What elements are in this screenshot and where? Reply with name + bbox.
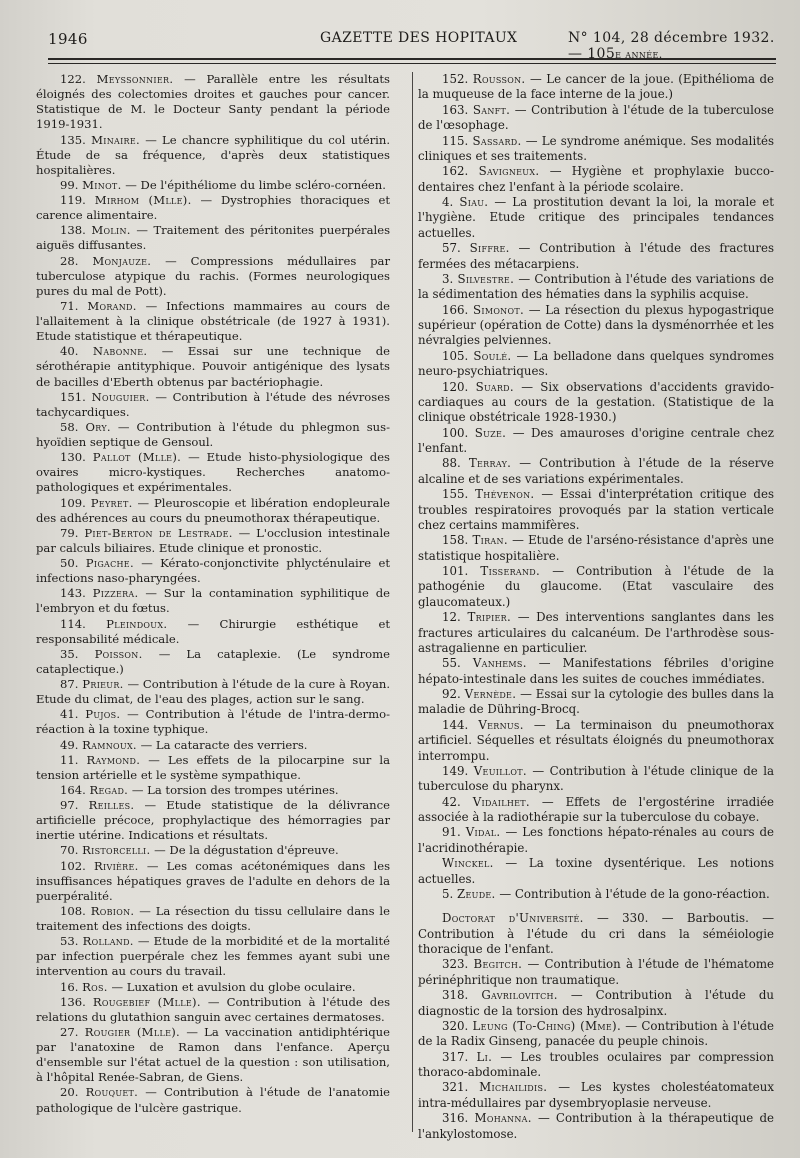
author-name: Vidal. [465, 825, 501, 840]
thesis-entry [418, 957, 774, 988]
entry-title: — Essai sur la cytologie des bulles dans la maladie de Dühring-Brocq. [418, 687, 775, 717]
thesis-entry [36, 617, 390, 647]
author-name: Vernède. [464, 687, 517, 701]
entry-number: 119. [60, 193, 86, 207]
entry-number: 35. [60, 646, 79, 661]
entry-title: — La terminaison du pneumothorax artificiel. Séquelles et résultats éloignés du pneumothorax interrompu. [418, 717, 775, 763]
author-name: Pigache. [85, 556, 134, 570]
thesis-entry [36, 223, 390, 253]
thesis-entry [36, 193, 390, 223]
entry-title: — Contribution à l'étude des relations du glutathion sanguin avec certaines dermatoses. [36, 994, 391, 1024]
entry-title: — Effets de l'ergostérine irradiée associée à la radiothérapie sur la tuberculose du cobaye. [418, 794, 775, 824]
author-name: Reilles. [88, 798, 135, 812]
entry-title: — Le syndrome anémique. Ses modalités cliniques et ses traitements. [418, 133, 775, 163]
entry-title: — La toxine dysentérique. Les notions actuelles. [418, 856, 774, 886]
author-name: Rousson. [472, 72, 526, 86]
author-name: Regad. [89, 782, 129, 797]
author-name: Zeude. [457, 886, 496, 901]
entry-title: — Les troubles oculaires par compression thoraco-abdominale. [418, 1049, 774, 1079]
entry-title: — Des interventions sanglantes dans les fractures articulaires du calcanéum. De l'arthrodèse sous-astragalienne en particulier. [418, 610, 775, 655]
thesis-entry [418, 718, 774, 764]
entry-title: — Des amauroses d'origine centrale chez l'enfant. [418, 425, 774, 455]
entry-title: — L'occlusion intestinale par calculs biliaires. Etude clinique et pronostic. [36, 525, 391, 555]
author-name: Li. [476, 1049, 493, 1064]
entry-number: 5. [442, 886, 454, 901]
thesis-entry [36, 677, 390, 707]
entry-title: — Infections mammaires au cours de l'allaitement à la clinique obstétricale (de 1927 à 1931). Etude statistique et thérapeutique. [36, 298, 391, 344]
entry-number: 135. [60, 132, 86, 147]
entry-title: — Contribution à l'étude de la cure à Royan. Etude du climat, de l'eau des plages, action sur le sang. [36, 677, 391, 707]
thesis-entry [418, 487, 774, 533]
author-name: Winckel. [442, 856, 494, 871]
author-name: Pujos. [85, 707, 121, 722]
entry-number: 71. [60, 298, 79, 313]
thesis-entry [36, 72, 390, 133]
entry-title: — La vaccination antidiphtérique par l'anatoxine de Ramon dans l'enfance. Aperçu d'ensemble sur l'état actuel de la question : son utilisation, à l'hôpital Renée-Sabran, de Giens. [36, 1024, 390, 1085]
author-name: Doctorat d'Université. [442, 911, 584, 926]
entry-title: — Contribution à l'étude des névroses tachycardiques. [36, 389, 391, 419]
entry-title: — La cataplexie. (Le syndrome cataplectique.) [36, 646, 390, 676]
entry-number: 100. [442, 425, 469, 440]
thesis-entry [418, 380, 774, 426]
entry-title: — Chirurgie esthétique et responsabilité médicale. [36, 616, 391, 646]
thesis-entry [418, 456, 774, 487]
entry-number: 149. [442, 763, 469, 778]
entry-title: — La résection du plexus hypogastrique supérieur (opération de Cotte) dans la dysménorrhée et les névralgies pelviennes. [418, 302, 774, 348]
entry-number: 101. [442, 564, 469, 578]
thesis-entry [418, 164, 774, 195]
thesis-entry [36, 859, 390, 904]
author-name: Vernus. [478, 717, 524, 732]
entry-number: 115. [442, 133, 469, 148]
thesis-entry [418, 610, 774, 656]
author-name: Suze. [474, 425, 507, 440]
entry-number: 155. [442, 487, 469, 502]
author-name: Mirhom (Mlle). [94, 193, 192, 207]
entry-title: — Essai sur une technique de sérothérapie antityphique. Pouvoir antigénique des lysats de bacilles d'Eberth obtenus par bactériophagie. [36, 344, 391, 389]
author-name: Silvestre. [457, 271, 515, 286]
author-name: Tisserand. [480, 564, 541, 578]
author-name: Vidailhet. [472, 794, 530, 809]
entry-number: 130. [60, 450, 86, 465]
entry-title: — La prostitution devant la loi, la morale et l'hygiène. Etude critique des principales tendances actuelles. [418, 195, 774, 240]
author-name: Suard. [475, 379, 514, 394]
entry-number: 166. [442, 302, 469, 317]
author-name: Raymond. [86, 752, 141, 767]
entry-title: — Contribution à l'étude de la Radix Ginseng, panacée du peuple chinois. [418, 1018, 774, 1049]
entry-title: — Contribution à l'étude clinique de la tuberculose du pharynx. [418, 763, 775, 794]
entry-title: — Etude de l'arséno-résistance d'après une statistique hospitalière. [418, 533, 774, 563]
thesis-entry [36, 934, 390, 979]
entry-number: 108. [60, 903, 86, 918]
thesis-entry [36, 390, 390, 420]
entry-title: — Etude histo-physiologique des ovaires micro-kystiques. Recherches anatomo-pathologiques et expérimentales. [36, 450, 390, 495]
thesis-entry [418, 272, 774, 303]
thesis-entry [418, 195, 774, 241]
issue-text: N° 104, 28 décembre 1932. — 105 [568, 30, 775, 62]
thesis-entry [418, 72, 774, 103]
entry-title: — La belladone dans quelques syndromes neuro-psychiatriques. [418, 348, 775, 379]
author-name: Thévenon. [475, 487, 535, 502]
author-name: Soulé. [473, 348, 512, 363]
author-name: Terray. [468, 456, 512, 471]
entry-number: 3. [442, 271, 454, 286]
author-name: Ory. [85, 419, 111, 434]
entry-number: 88. [442, 456, 461, 471]
entry-number: 79. [60, 525, 79, 540]
entry-title: — Les kystes cholestéatomateux intra-médullaires par dysembryoplasie nerveuse. [418, 1080, 775, 1110]
author-name: Poisson. [94, 646, 143, 661]
entry-number: 109. [60, 495, 86, 510]
entry-number: 151. [60, 389, 86, 404]
thesis-entry [36, 1085, 390, 1115]
thesis-entry [418, 911, 774, 957]
entry-number: 20. [60, 1085, 79, 1100]
thesis-entry [36, 753, 390, 783]
thesis-entry [418, 241, 774, 272]
column-divider [412, 72, 413, 1132]
entry-title: — 330. — Barboutis. — Contribution à l'étude du cri dans la séméiologie thoracique de l'enfant. [418, 911, 774, 956]
author-name: Minot. [82, 177, 122, 192]
thesis-entry [36, 647, 390, 677]
thesis-entry [418, 795, 774, 826]
thesis-entry [36, 995, 390, 1025]
entry-title: — Pleuroscopie et libération endopleurale des adhérences au cours du pneumothorax thérapeutique. [36, 495, 391, 525]
entry-number: 114. [60, 616, 86, 631]
thesis-entry [36, 843, 390, 858]
entry-number: 163. [442, 102, 469, 117]
page-header [48, 28, 776, 62]
entry-title: — Contribution à l'étude des variations de la sédimentation des hématies dans la syphilis acquise. [418, 271, 774, 302]
entry-number: 92. [442, 687, 461, 701]
entry-title: — De la dégustation d'épreuve. [154, 843, 339, 858]
entry-title: — Contribution à l'étude de l'intra-dermo-réaction à la toxine typhique. [36, 707, 390, 737]
entry-number: 16. [60, 979, 79, 994]
thesis-entry [36, 783, 390, 798]
thesis-entry [36, 496, 390, 526]
thesis-entry [36, 707, 390, 737]
thesis-entry [36, 178, 390, 193]
entry-title: — Six observations d'accidents gravido-cardiaques au cours de la gestation. (Statistique de la clinique obstétricale 1928-1930.) [418, 379, 775, 425]
entry-number: 12. [442, 610, 461, 625]
thesis-entry [36, 344, 390, 389]
entry-title: — Contribution à l'étude des fractures fermées des métacarpiens. [418, 241, 775, 271]
thesis-entry [36, 420, 390, 450]
thesis-entry [418, 856, 774, 887]
thesis-entry [36, 738, 390, 753]
author-name: Tiran. [472, 533, 508, 548]
author-name: Pallot (Mlle). [92, 450, 182, 465]
thesis-entry [418, 687, 774, 718]
author-name: Leung (To-Ching) (Mme). [472, 1018, 622, 1033]
thesis-entry [36, 299, 390, 344]
entry-number: 27. [60, 1024, 79, 1039]
header-rule-thick [48, 58, 776, 60]
entry-number: 158. [442, 533, 469, 548]
thesis-entry [418, 1080, 774, 1111]
entry-number: 97. [60, 798, 79, 812]
entry-title: — Traitement des péritonites puerpérales aiguës diffusantes. [36, 223, 391, 253]
entry-number: 143. [60, 586, 86, 601]
author-name: Rouquet. [85, 1085, 139, 1100]
author-name: Savigneux. [478, 164, 540, 179]
thesis-entry [418, 564, 774, 610]
author-name: Mohanna. [474, 1111, 532, 1126]
thesis-entry [418, 303, 774, 349]
author-name: Gavrilovitch. [481, 988, 558, 1003]
thesis-entry [36, 133, 390, 178]
entry-title: — La résection du tissu cellulaire dans le traitement des infections des doigts. [36, 903, 390, 933]
author-name: Michailidis. [479, 1080, 548, 1095]
entry-title: — De l'épithéliome du limbe scléro-cornéen. [125, 177, 386, 192]
entry-title: — Hygiène et prophylaxie bucco-dentaires chez l'enfant à la période scolaire. [418, 164, 774, 194]
author-name: Pleindoux. [106, 616, 168, 631]
entry-title: — Parallèle entre les résultats éloignés des colectomies droites et gauches pour cancer. Statistique de M. le Docteur Santy pendant la période 1919-1931. [36, 72, 390, 132]
author-name: Sanft. [472, 102, 511, 117]
thesis-entry [418, 533, 774, 564]
entry-number: 162. [442, 164, 469, 179]
thesis-entry [418, 426, 774, 457]
author-name: Rolland. [82, 934, 134, 949]
entry-number: 87. [60, 677, 79, 691]
issue-suffix: e année. [615, 48, 663, 61]
entry-title: — Etude de la morbidité et de la mortalité par infection puerpérale chez les femmes ayant subi une intervention au cours du travail. [36, 934, 390, 979]
entry-number: 28. [60, 253, 79, 268]
thesis-entry [418, 825, 774, 856]
entry-title: — Le cancer de la joue. (Epithélioma de la muqueuse de la face interne de la joue.) [418, 72, 775, 102]
entry-number: 138. [60, 223, 86, 238]
thesis-entry [36, 1025, 390, 1086]
entry-title: — Luxation et avulsion du globe oculaire. [111, 979, 356, 994]
author-name: Molin. [91, 223, 131, 238]
entry-title: — Contribution à l'étude de la réserve alcaline et de ses variations expérimentales. [418, 456, 775, 486]
author-name: Rougier (Mlle). [84, 1024, 181, 1039]
author-name: Rougebief (Mlle). [92, 994, 201, 1009]
entry-number: 57. [442, 241, 461, 256]
entry-title: — Kérato-conjonctivite phlycténulaire et infections naso-pharyngées. [36, 556, 391, 586]
thesis-entry [36, 980, 390, 995]
entry-number: 58. [60, 419, 79, 434]
entry-title: — Contribution à l'étude de l'anatomie pathologique de l'ulcère gastrique. [36, 1085, 391, 1115]
entry-title: — Les comas acétonémiques dans les insuffisances hépatiques graves de l'adulte en dehors de la puerpéralité. [36, 858, 391, 903]
thesis-entry [36, 526, 390, 556]
entry-title: — La cataracte des verriers. [140, 737, 308, 752]
entry-number: 317. [442, 1049, 469, 1064]
author-name: Nouguier. [91, 389, 150, 404]
entry-title: — Contribution à l'étude de l'hématome périnéphritique non traumatique. [418, 957, 774, 987]
entry-title: — Compressions médullaires par tuberculose atypique du rachis. (Formes neurologiques pures du mal de Pott). [36, 253, 391, 298]
entry-title: — Essai d'interprétation critique des troubles respiratoires provoqués par la station verticale chez certains mammifères. [418, 487, 774, 532]
thesis-entry [418, 1019, 774, 1050]
author-name: Tripier. [467, 610, 512, 625]
page-number: 1946 [48, 30, 88, 48]
author-name: Minaire. [91, 132, 140, 147]
author-name: Robion. [90, 903, 135, 918]
entry-number: 164. [60, 782, 86, 797]
thesis-entry [418, 134, 774, 165]
entry-number: 122. [60, 72, 86, 86]
entry-title: — Contribution à l'étude de la gono-réaction. [499, 886, 770, 901]
thesis-entry [418, 656, 774, 687]
author-name: Siau. [459, 195, 489, 209]
entry-title: — Etude statistique de la délivrance artificielle précoce, prophylactique des hémorragies par inertie utérine. Indications et résultats. [36, 798, 391, 843]
entry-title: — Contribution à la thérapeutique de l'ankylostomose. [418, 1111, 774, 1141]
entry-number: 50. [60, 556, 79, 570]
author-name: Sassard. [472, 133, 522, 148]
thesis-entry [36, 254, 390, 299]
thesis-entry [36, 556, 390, 586]
thesis-entry [418, 1111, 774, 1142]
entry-number: 41. [60, 707, 79, 722]
author-name: Ros. [82, 979, 108, 994]
entry-number: 105. [442, 348, 469, 363]
entry-title: — La torsion des trompes utérines. [131, 782, 339, 797]
entry-number: 11. [60, 752, 79, 767]
entry-number: 144. [442, 717, 469, 732]
thesis-entry [418, 887, 774, 902]
entry-title: — Contribution à l'étude de la pathogénie du glaucome. (Etat vasculaire des glaucomateux.) [418, 564, 775, 609]
thesis-entry [418, 988, 774, 1019]
entry-title: — Contribution à l'étude du phlegmon sus-hyoïdien septique de Gensoul. [36, 419, 390, 449]
entry-number: 323. [442, 957, 469, 972]
author-name: Veuillot. [473, 763, 527, 778]
thesis-entry [418, 349, 774, 380]
author-name: Peyret. [90, 495, 133, 510]
entry-number: 320. [442, 1018, 469, 1033]
author-name: Vanhems. [472, 656, 527, 671]
author-name: Monjauze. [92, 253, 152, 268]
author-name: Ristorcelli. [82, 843, 151, 858]
thesis-entry [418, 764, 774, 795]
author-name: Meyssonnier. [96, 72, 174, 86]
entry-title: — Sur la contamination syphilitique de l'embryon et du fœtus. [36, 586, 390, 616]
left-column [36, 72, 390, 1116]
entry-number: 99. [60, 177, 79, 192]
author-name: Ramnoux. [82, 737, 137, 752]
author-name: Prieur. [82, 677, 124, 691]
entry-number: 136. [60, 994, 86, 1009]
author-name: Simonot. [472, 302, 525, 317]
entry-number: 49. [60, 737, 79, 752]
author-name: Pizzera. [92, 586, 139, 601]
thesis-entry [418, 1050, 774, 1081]
entry-number: 40. [60, 344, 79, 359]
author-name: Siffre. [469, 241, 510, 256]
entry-title: — Manifestations fébriles d'origine hépato-intestinale dans les suites de couches immédiates. [418, 656, 774, 686]
thesis-entry [36, 586, 390, 616]
author-name: Rivière. [94, 858, 139, 873]
entry-number: 318. [442, 988, 469, 1003]
entry-title: — Contribution à l'étude de la tuberculose de l'œsophage. [418, 102, 775, 133]
entry-number: 321. [442, 1080, 469, 1095]
author-name: Morand. [87, 298, 137, 313]
thesis-entry [36, 798, 390, 843]
entry-title: — Le chancre syphilitique du col utérin. Étude de sa fréquence, d'après deux statistiques hospitalières. [36, 132, 391, 177]
entry-title: — Contribution à l'étude du diagnostic de la torsion des hydrosalpinx. [418, 988, 775, 1018]
entry-number: 120. [442, 379, 469, 394]
entry-number: 152. [442, 72, 469, 86]
author-name: Begitch. [473, 957, 523, 972]
entry-title: — Les fonctions hépato-rénales au cours de l'acridinothérapie. [418, 825, 775, 855]
author-name: Nabonne. [92, 344, 148, 359]
thesis-entry [36, 904, 390, 934]
entry-number: 70. [60, 843, 79, 858]
entry-number: 91. [442, 825, 461, 840]
journal-title: GAZETTE DES HOPITAUX [320, 30, 518, 46]
thesis-entry [36, 450, 390, 495]
entry-number: 55. [442, 656, 461, 671]
entry-number: 102. [60, 858, 86, 873]
author-name: Piet-Berton de Lestrade. [84, 525, 233, 540]
thesis-entry [418, 103, 774, 134]
entry-title: — Dystrophies thoraciques et carence alimentaire. [36, 193, 391, 223]
entry-title: — Les effets de la pilocarpine sur la tension artérielle et le système sympathique. [36, 752, 391, 782]
entry-number: 316. [442, 1111, 469, 1126]
right-column [418, 72, 774, 1142]
entry-number: 4. [442, 195, 454, 209]
entry-number: 53. [60, 934, 79, 949]
header-rule-thin [48, 63, 776, 64]
entry-number: 42. [442, 794, 461, 809]
